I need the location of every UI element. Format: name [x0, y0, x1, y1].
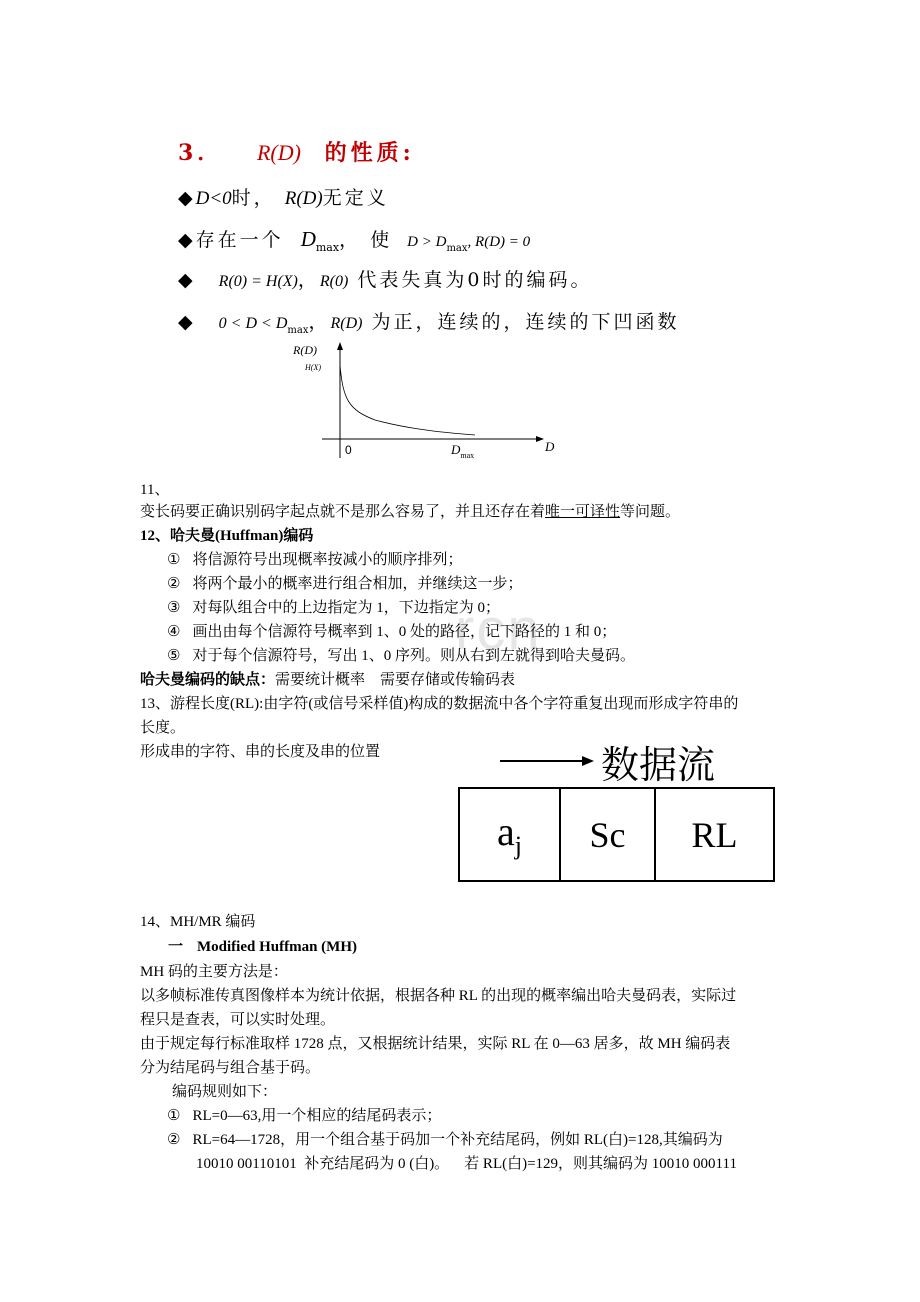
- item11-text-a: 变长码要正确识别码字起点就不是那么容易了，并且还存在着: [140, 504, 546, 520]
- item11-text: [140, 500, 680, 521]
- section-number: 3．: [178, 140, 224, 166]
- item13-line3: 形成串的字符、串的长度及串的位置: [140, 744, 381, 760]
- prop1-math: D<0: [195, 188, 232, 209]
- property-3: [178, 265, 592, 292]
- rd-curve: [340, 365, 475, 435]
- step-mark: ②: [167, 576, 181, 592]
- cell-rl-text: RL: [691, 814, 738, 855]
- rule-mark: ②: [167, 1132, 181, 1148]
- item11-number: 11、: [140, 482, 170, 498]
- property-4: [178, 307, 680, 336]
- rd-curve-figure: [285, 340, 565, 465]
- drawback-text: 需要统计概率 需要存储或传输码表: [275, 672, 516, 688]
- prop3-tail: 代表失真为0时的编码。: [357, 269, 593, 291]
- section-title: 的性质:: [324, 140, 415, 166]
- x-axis-label: D: [545, 439, 555, 454]
- prop2-d: D: [300, 227, 316, 251]
- item14-title: 14、MH/MR 编码: [140, 914, 256, 930]
- rule-text: RL=64—1728，用一个组合基于码加一个补充结尾码，例如 RL(白)=128,其编码为: [192, 1132, 723, 1148]
- mh-subtitle-text: Modified Huffman (MH): [197, 939, 357, 955]
- mh-dash: 一: [168, 939, 184, 955]
- drawback-label: 哈夫曼编码的缺点：: [140, 672, 276, 688]
- origin-label: 0: [345, 443, 352, 457]
- item11-text-b: 等问题。: [620, 504, 681, 520]
- prop2-formula: D > D: [407, 234, 447, 250]
- step-text: 将信源符号出现概率按减小的顺序排列；: [192, 552, 463, 568]
- section-rd: R(D): [256, 140, 301, 165]
- step-mark: ①: [167, 552, 181, 568]
- rule-mark: ①: [167, 1108, 181, 1124]
- cell-aj: [458, 787, 561, 882]
- cell-sc: [559, 787, 656, 882]
- stream-label: 数据流: [601, 743, 716, 787]
- huffman-drawback: [140, 668, 515, 689]
- rule-2: [167, 1128, 723, 1149]
- hx-label: H(X): [305, 363, 321, 372]
- stream-arrow-icon: [498, 752, 598, 768]
- y-axis-label: R(D): [293, 343, 317, 357]
- diamond-icon: ◆: [178, 187, 196, 209]
- mh-p2a: 以多帧标准传真图像样本为统计依据，根据各种 RL 的出现的概率编出哈夫曼码表，实际过: [140, 988, 737, 1004]
- section-heading: [178, 136, 415, 167]
- step-4: [167, 620, 616, 641]
- prop3-b: ，: [297, 269, 320, 291]
- diamond-icon: ◆: [178, 229, 196, 251]
- prop1-mid: 时，: [231, 187, 276, 209]
- mh-p3a: 由于规定每行标准取样 1728 点，又根据统计结果，实际 RL 在 0—63 居多，故 MH 编码表: [140, 1036, 731, 1052]
- step-3: [167, 596, 500, 617]
- rule-2-cont: 10010 00110101 补充结尾码为 0 (白)。 若 RL(白)=129，则其编码为 10010 000111: [196, 1156, 737, 1172]
- mh-p3b: 分为结尾码与组合基于码。: [140, 1060, 321, 1076]
- prop3-formula: R(0) = H(X): [218, 273, 298, 290]
- step-mark: ③: [167, 600, 181, 616]
- mh-subtitle: [168, 935, 357, 956]
- prop4-tail: 为正，连续的，连续的下凹函数: [371, 311, 680, 333]
- mh-p2b: 程只是查表，可以实时处理。: [140, 1012, 336, 1028]
- step-mark: ④: [167, 624, 181, 640]
- cell-sc-text: Sc: [589, 814, 626, 855]
- prop2-formula-tail: , R(D) = 0: [467, 234, 531, 250]
- watermark: rcn: [455, 597, 542, 662]
- rule-text: RL=0—63,用一个相应的结尾码表示；: [192, 1108, 442, 1124]
- prop2-b: ， 使: [339, 229, 393, 251]
- dmax-label: $D_{max}$: [451, 442, 475, 460]
- item13-line1: 13、游程长度(RL):由字符(或信号采样值)构成的数据流中各个字符重复出现而形成字符串的: [140, 696, 739, 712]
- prop4-sub: max: [287, 324, 309, 336]
- item11-underlined: 唯一可译性: [545, 504, 621, 520]
- prop3-r0: R(0): [319, 273, 349, 290]
- y-axis-arrow-icon: [337, 342, 343, 350]
- prop2-sub: max: [315, 240, 340, 254]
- step-mark: ⑤: [167, 648, 181, 664]
- x-axis-arrow-icon: [536, 436, 544, 442]
- step-text: 将两个最小的概率进行组合相加，并继续这一步；: [192, 576, 523, 592]
- diamond-icon: ◆: [178, 269, 196, 291]
- step-1: [167, 548, 462, 569]
- mh-p1: MH 码的主要方法是：: [140, 964, 288, 980]
- step-2: [167, 572, 522, 593]
- prop2-a: 存在一个: [195, 229, 284, 251]
- prop4-b: ，: [308, 311, 331, 333]
- step-text: 对于每个信源符号，写出 1、0 序列。则从右到左就得到哈夫曼码。: [192, 648, 635, 664]
- item12-title: 12、哈夫曼(Huffman)编码: [140, 528, 314, 544]
- property-1: [178, 183, 389, 210]
- prop1-rd: R(D): [284, 188, 323, 209]
- step-text: 对每队组合中的上边指定为 1，下边指定为 0；: [192, 600, 500, 616]
- mh-rules: 编码规则如下：: [172, 1084, 278, 1100]
- step-text: 画出由每个信源符号概率到 1、0 处的路径，记下路径的 1 和 0；: [192, 624, 617, 640]
- prop1-tail: 无定义: [322, 187, 389, 209]
- item13-line2: 长度。: [140, 720, 186, 736]
- prop4-formula: 0 < D < D: [218, 315, 288, 332]
- property-2: [178, 225, 530, 254]
- cell-rl: [654, 787, 775, 882]
- prop2-formula-sub: max: [446, 242, 468, 254]
- step-5: [167, 644, 635, 665]
- rule-1: [167, 1104, 441, 1125]
- diamond-icon: ◆: [178, 311, 196, 333]
- prop4-rd: R(D): [330, 315, 363, 332]
- cell-aj-text: $a_j$: [497, 809, 522, 860]
